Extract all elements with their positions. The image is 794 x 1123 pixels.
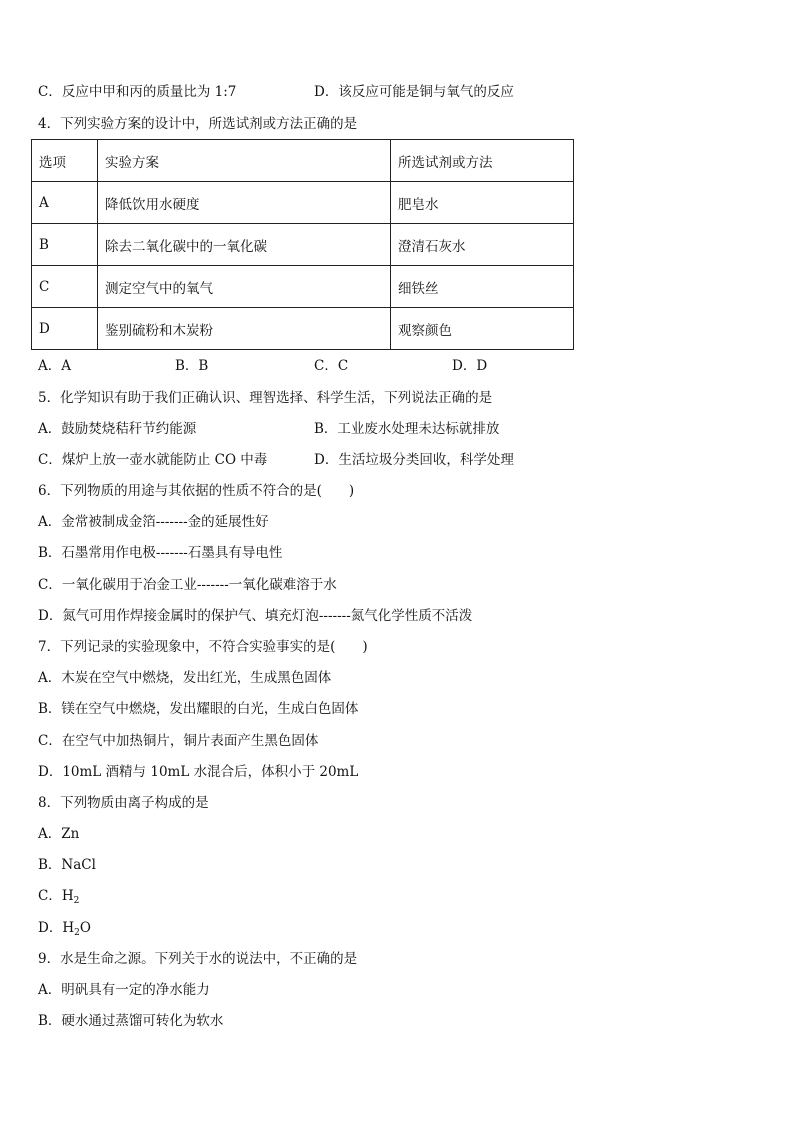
q7-option-b: B．镁在空气中燃烧，发出耀眼的白光，生成白色固体 bbox=[38, 701, 359, 717]
subscript: 2 bbox=[73, 896, 80, 906]
table-cell: 鉴别硫粉和木炭粉 bbox=[98, 308, 391, 350]
q4-option-a: A．A bbox=[38, 358, 71, 374]
q4-option-c: C．C bbox=[314, 358, 349, 374]
q8-option-d-suffix: O bbox=[79, 920, 91, 936]
q9-stem: 9．水是生命之源。下列关于水的说法中，不正确的是 bbox=[38, 951, 358, 967]
subscript: 2 bbox=[74, 928, 80, 938]
q3-option-c: C．反应中甲和丙的质量比为 1:7 bbox=[38, 84, 237, 100]
table-cell: 除去二氧化碳中的一氧化碳 bbox=[98, 224, 391, 266]
q8-option-b: B．NaCl bbox=[38, 857, 96, 873]
table-cell: B bbox=[32, 224, 98, 266]
q8-option-d-text: D．H bbox=[38, 920, 75, 936]
table-header-cell: 选项 bbox=[32, 140, 98, 182]
q6-stem: 6．下列物质的用途与其依据的性质不符合的是( ) bbox=[38, 483, 355, 499]
table-cell: D bbox=[32, 308, 98, 350]
table-cell: 澄清石灰水 bbox=[391, 224, 574, 266]
q5-option-a: A．鼓励焚烧秸秆节约能源 bbox=[38, 421, 197, 437]
q9-option-b: B．硬水通过蒸馏可转化为软水 bbox=[38, 1013, 224, 1029]
table-row bbox=[32, 266, 574, 308]
table-cell: 细铁丝 bbox=[391, 266, 574, 308]
q7-option-c: C．在空气中加热铜片，铜片表面产生黑色固体 bbox=[38, 733, 319, 749]
q5-option-b: B．工业废水处理未达标就排放 bbox=[314, 421, 500, 437]
table-row bbox=[32, 224, 574, 266]
q8-stem: 8．下列物质由离子构成的是 bbox=[38, 795, 209, 811]
q7-stem: 7．下列记录的实验现象中，不符合实验事实的是( ) bbox=[38, 639, 368, 655]
q4-option-d: D．D bbox=[452, 358, 488, 374]
q5-stem: 5．化学知识有助于我们正确认识、理智选择、科学生活，下列说法正确的是 bbox=[38, 390, 493, 406]
q3-option-d: D．该反应可能是铜与氧气的反应 bbox=[314, 84, 514, 100]
q8-option-c-text: C．H bbox=[38, 888, 74, 904]
q4-table bbox=[31, 139, 574, 350]
q6-option-c: C．一氧化碳用于冶金工业-------一氧化碳难溶于水 bbox=[38, 577, 337, 593]
q5-option-d: D．生活垃圾分类回收，科学处理 bbox=[314, 452, 514, 468]
q6-option-d: D．氮气可用作焊接金属时的保护气、填充灯泡-------氮气化学性质不活泼 bbox=[38, 608, 473, 624]
q7-option-d: D．10mL 酒精与 10mL 水混合后，体积小于 20mL bbox=[38, 764, 359, 780]
q4-option-b: B．B bbox=[175, 358, 209, 374]
q7-option-a: A．木炭在空气中燃烧，发出红光，生成黑色固体 bbox=[38, 670, 332, 686]
table-cell: 降低饮用水硬度 bbox=[98, 182, 391, 224]
q8-option-d bbox=[38, 919, 91, 942]
table-cell: 观察颜色 bbox=[391, 308, 574, 350]
q6-option-a: A．金常被制成金箔-------金的延展性好 bbox=[38, 514, 269, 530]
q8-option-c bbox=[38, 887, 79, 910]
q4-stem: 4．下列实验方案的设计中，所选试剂或方法正确的是 bbox=[38, 116, 358, 132]
table-cell: A bbox=[32, 182, 98, 224]
q6-option-b: B．石墨常用作电极-------石墨具有导电性 bbox=[38, 545, 283, 561]
table-cell: C bbox=[32, 266, 98, 308]
table-cell: 肥皂水 bbox=[391, 182, 574, 224]
table-row bbox=[32, 308, 574, 350]
table-cell: 测定空气中的氧气 bbox=[98, 266, 391, 308]
q8-option-a: A．Zn bbox=[38, 826, 80, 842]
q9-option-a: A．明矾具有一定的净水能力 bbox=[38, 982, 210, 998]
table-header-row bbox=[32, 140, 574, 182]
q5-option-c: C．煤炉上放一壶水就能防止 CO 中毒 bbox=[38, 452, 268, 468]
table-header-cell: 实验方案 bbox=[98, 140, 391, 182]
table-header-cell: 所选试剂或方法 bbox=[391, 140, 574, 182]
table-row bbox=[32, 182, 574, 224]
